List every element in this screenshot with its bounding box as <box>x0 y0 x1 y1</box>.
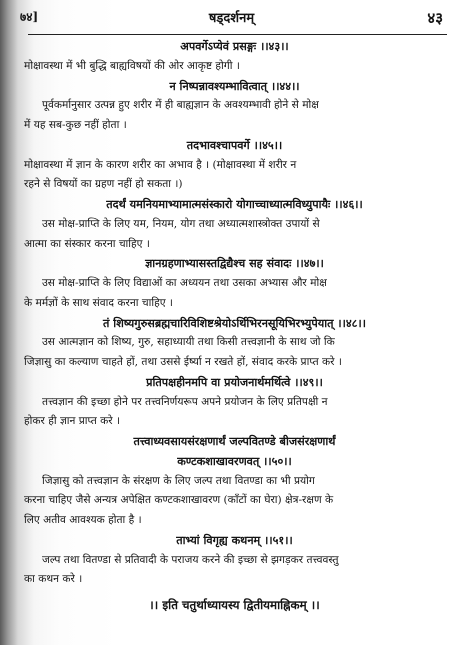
commentary-line: उस मोक्ष-प्राप्ति के लिए विद्याओं का अध्ययन तथा उसका अभ्यास और मोक्ष <box>42 277 327 289</box>
commentary-line: जल्प तथा वितण्डा से प्रतिवादी के पराजय करने की इच्छा से झगड़कर तत्त्ववस्तु <box>42 553 339 566</box>
running-title: षड्दर्शनम् <box>208 11 255 26</box>
page-number-left: ७४] <box>20 10 39 24</box>
commentary-line: के मर्मज्ञों के साथ संवाद करना चाहिए । <box>24 296 173 309</box>
sutra-heading: तदर्थं यमनियमाभ्यामात्मसंस्कारो योगाच्चाध्यात्मविध्युपायैः ।।४६।। <box>106 197 363 211</box>
commentary-line: मोक्षावस्था में ज्ञान के कारण शरीर का अभाव है । (मोक्षावस्था में शरीर न <box>24 158 297 171</box>
commentary-line: पूर्वकर्मानुसार उत्पन्न हुए शरीर में ही बाह्यज्ञान के अवश्यम्भावी होने से मोक्ष <box>42 99 319 112</box>
commentary-line: मोक्षावस्था में भी बुद्धि बाह्यविषयों की ओर आकृष्ट होगी । <box>24 59 240 72</box>
sutra-heading: तं शिष्यगुरुसब्रह्मचारिविशिष्टश्रेयोऽर्थिभिरनसूयिभिरभ्युपेयात् ।।४८।। <box>103 315 366 330</box>
sutra-heading: ताभ्यां विगृह्य कथनम् ।।५१।। <box>176 532 293 547</box>
sutra-heading: न निष्पन्नावश्यम्भावित्वात् ।।४४।। <box>169 78 300 93</box>
commentary-line: उस मोक्ष-प्राप्ति के लिए यम, नियम, योग तथा अध्यात्मशास्त्रोक्त उपायों से <box>42 217 320 230</box>
sutra-heading: कण्टकशाखावरणवत् ।।५०।। <box>177 453 292 468</box>
commentary-line: होकर ही ज्ञान प्राप्त करे । <box>24 415 121 428</box>
header-rule <box>28 34 447 35</box>
page-number: ४३ <box>427 9 443 27</box>
sutra-heading: तत्त्वाध्यवसायसंरक्षणार्थं जल्पवितण्डे बीजसंरक्षणार्थं <box>133 434 336 448</box>
section-colophon: ।। इति चतुर्थाध्यायस्य द्वितीयमाह्निकम् ।। <box>149 598 320 612</box>
commentary-line: लिए अतीव आवश्यक होता है । <box>24 514 142 526</box>
commentary-line: जिज्ञासु का कल्याण चाहते हों, तथा उससे ईर्ष्या न रखते हों, संवाद करके प्राप्त करे । <box>24 356 342 368</box>
sutra-heading: प्रतिपक्षहीनमपि वा प्रयोजनार्थमर्थित्वे ।।४९।। <box>146 374 323 389</box>
commentary-line: रहने से विषयों का ग्रहण नहीं हो सकता ।) <box>24 178 183 191</box>
commentary-line: तत्त्वज्ञान की इच्छा होने पर तत्त्वनिर्णयरूप अपने प्रयोजन के लिए प्रतिपक्षी न <box>42 395 328 408</box>
page-body <box>24 37 445 616</box>
commentary-line: उस आत्मज्ञान को शिष्य, गुरु, सहाध्यायी तथा किसी तत्त्वज्ञानी के साथ जो कि <box>42 336 335 349</box>
commentary-line: का कथन करे । <box>24 573 83 586</box>
sutra-heading: अपवर्गेऽप्येवं प्रसङ्गः ।।४३।। <box>180 39 289 53</box>
commentary-line: करना चाहिए जैसे अन्यत्र अपेक्षित कण्टकशाखावरण (काँटों का घेरा) क्षेत्र-रक्षण के <box>24 494 334 507</box>
commentary-line: में यह सब-कुछ नहीं होता । <box>24 119 127 131</box>
running-header <box>20 8 443 32</box>
commentary-line: आत्मा का संस्कार करना चाहिए । <box>24 237 150 250</box>
sutra-heading: तदभावश्चापवर्गे ।।४५।। <box>186 137 283 152</box>
commentary-line: जिज्ञासु को तत्त्वज्ञान के संरक्षण के लिए जल्प तथा वितण्डा का भी प्रयोग <box>42 474 315 487</box>
sutra-heading: ज्ञानग्रहणाभ्यासस्तद्विद्यैश्च सह संवादः ।।४७।। <box>145 256 324 271</box>
